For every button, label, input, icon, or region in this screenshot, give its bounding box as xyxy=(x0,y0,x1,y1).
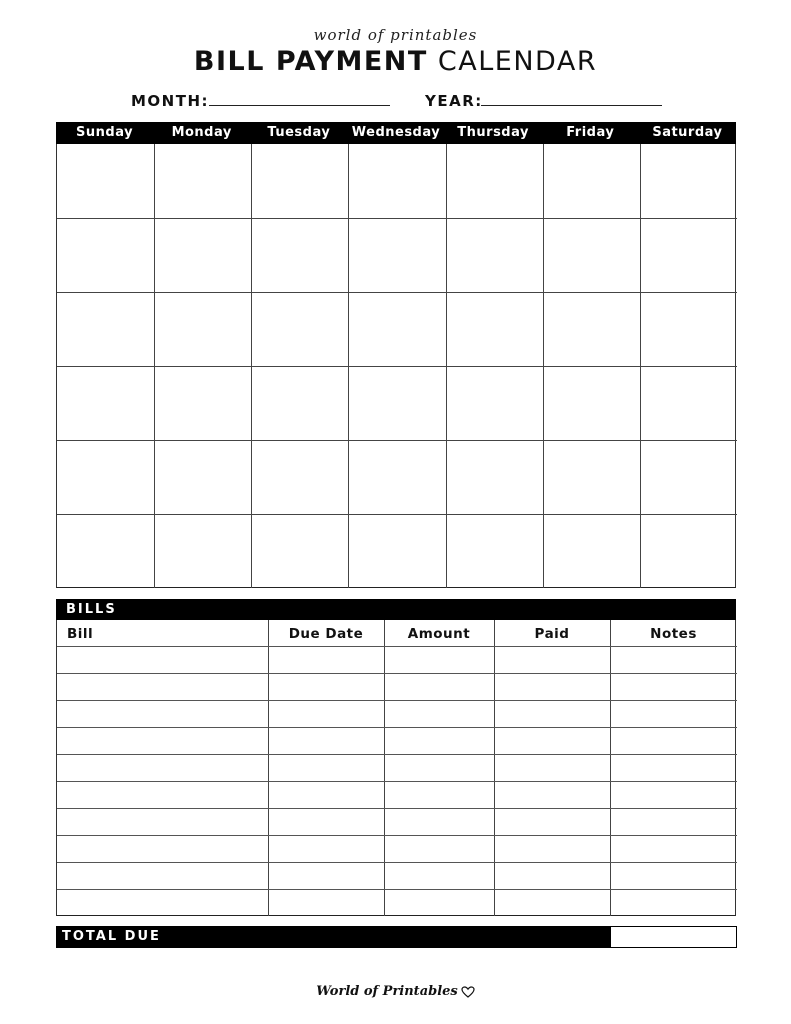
calendar-day-cell[interactable] xyxy=(348,514,445,588)
bills-cell[interactable] xyxy=(57,835,268,862)
bills-column-notes: Notes xyxy=(650,626,697,642)
calendar-day-cell[interactable] xyxy=(57,514,154,588)
bills-cell[interactable] xyxy=(268,673,384,700)
bills-cell[interactable] xyxy=(610,754,737,781)
calendar-day-cell[interactable] xyxy=(543,292,640,366)
calendar-day-cell[interactable] xyxy=(251,366,348,440)
day-header-saturday: Saturday xyxy=(652,125,723,140)
total-due-label: TOTAL DUE xyxy=(56,926,610,948)
calendar-day-cell[interactable] xyxy=(640,292,737,366)
calendar-day-cell[interactable] xyxy=(446,218,543,292)
title-light-part: CALENDAR xyxy=(437,46,598,77)
bills-cell[interactable] xyxy=(494,673,610,700)
calendar-day-cell[interactable] xyxy=(543,366,640,440)
calendar-day-cell[interactable] xyxy=(154,514,251,588)
calendar-day-cell[interactable] xyxy=(640,440,737,514)
title-bold-part: BILL PAYMENT xyxy=(193,46,428,77)
day-header-friday: Friday xyxy=(566,125,615,140)
bills-cell[interactable] xyxy=(268,727,384,754)
bills-cell[interactable] xyxy=(384,754,494,781)
bills-cell[interactable] xyxy=(57,754,268,781)
calendar-grid xyxy=(56,144,736,588)
bills-cell[interactable] xyxy=(57,781,268,808)
calendar-day-cell[interactable] xyxy=(348,292,445,366)
bills-cell[interactable] xyxy=(610,808,737,835)
bills-cell[interactable] xyxy=(268,754,384,781)
calendar-day-cell[interactable] xyxy=(543,440,640,514)
bills-cell[interactable] xyxy=(57,889,268,916)
calendar-day-cell[interactable] xyxy=(57,292,154,366)
calendar-day-cell[interactable] xyxy=(446,292,543,366)
bills-cell[interactable] xyxy=(268,700,384,727)
bills-cell[interactable] xyxy=(384,808,494,835)
calendar-day-cell[interactable] xyxy=(251,440,348,514)
calendar-day-cell[interactable] xyxy=(154,218,251,292)
year-label: YEAR: xyxy=(425,92,483,110)
bills-cell[interactable] xyxy=(494,754,610,781)
total-due-field[interactable] xyxy=(610,926,737,948)
calendar-day-cell[interactable] xyxy=(251,144,348,218)
bills-cell[interactable] xyxy=(384,862,494,889)
bills-cell[interactable] xyxy=(268,835,384,862)
calendar-day-cell[interactable] xyxy=(154,440,251,514)
calendar-day-header xyxy=(56,122,736,144)
bills-section-header: BILLS xyxy=(56,599,736,620)
bills-cell[interactable] xyxy=(384,727,494,754)
bills-cell[interactable] xyxy=(610,781,737,808)
bills-column-bill: Bill xyxy=(67,626,94,642)
bills-cell[interactable] xyxy=(494,646,610,673)
bills-cell[interactable] xyxy=(268,862,384,889)
calendar-day-cell[interactable] xyxy=(543,218,640,292)
bills-cell[interactable] xyxy=(268,808,384,835)
bills-cell[interactable] xyxy=(610,673,737,700)
calendar-day-cell[interactable] xyxy=(640,366,737,440)
calendar-day-cell[interactable] xyxy=(154,366,251,440)
bills-column-amount: Amount xyxy=(407,626,471,642)
bills-cell[interactable] xyxy=(610,700,737,727)
calendar-day-cell[interactable] xyxy=(446,440,543,514)
year-field[interactable] xyxy=(481,105,662,106)
calendar-day-cell[interactable] xyxy=(251,218,348,292)
bills-cell[interactable] xyxy=(494,889,610,916)
calendar-day-cell[interactable] xyxy=(251,292,348,366)
calendar-day-cell[interactable] xyxy=(446,514,543,588)
bills-cell[interactable] xyxy=(384,889,494,916)
calendar-day-cell[interactable] xyxy=(154,292,251,366)
day-header-wednesday: Wednesday xyxy=(351,125,441,140)
heart-icon xyxy=(461,986,475,998)
bills-cell[interactable] xyxy=(384,673,494,700)
calendar-day-cell[interactable] xyxy=(640,218,737,292)
bills-cell[interactable] xyxy=(610,862,737,889)
brand-script-top: world of printables xyxy=(313,26,478,44)
bills-cell[interactable] xyxy=(610,889,737,916)
bills-cell[interactable] xyxy=(268,646,384,673)
bills-table xyxy=(56,620,736,916)
calendar-day-cell[interactable] xyxy=(543,144,640,218)
calendar-day-cell[interactable] xyxy=(154,144,251,218)
month-label: MONTH: xyxy=(131,92,210,110)
calendar-day-cell[interactable] xyxy=(348,366,445,440)
bills-column-paid: Paid xyxy=(534,626,570,642)
calendar-day-cell[interactable] xyxy=(640,514,737,588)
bills-cell[interactable] xyxy=(610,646,737,673)
calendar-day-cell[interactable] xyxy=(446,366,543,440)
bills-column-due-date: Due Date xyxy=(288,626,364,642)
calendar-day-cell[interactable] xyxy=(446,144,543,218)
calendar-day-cell[interactable] xyxy=(57,144,154,218)
bills-cell[interactable] xyxy=(494,862,610,889)
calendar-day-cell[interactable] xyxy=(57,218,154,292)
bills-cell[interactable] xyxy=(57,862,268,889)
bills-cell[interactable] xyxy=(384,646,494,673)
calendar-day-cell[interactable] xyxy=(348,440,445,514)
footer-brand-text: World of Printables xyxy=(316,984,458,999)
bills-cell[interactable] xyxy=(384,835,494,862)
bills-cell[interactable] xyxy=(384,700,494,727)
bills-cell[interactable] xyxy=(268,781,384,808)
calendar-day-cell[interactable] xyxy=(348,144,445,218)
calendar-day-cell[interactable] xyxy=(57,440,154,514)
day-header-thursday: Thursday xyxy=(457,125,529,140)
bills-cell[interactable] xyxy=(268,889,384,916)
bills-cell[interactable] xyxy=(57,700,268,727)
bills-cell[interactable] xyxy=(57,808,268,835)
day-header-monday: Monday xyxy=(171,125,232,140)
bills-cell[interactable] xyxy=(494,727,610,754)
bills-cell[interactable] xyxy=(384,781,494,808)
bills-cell[interactable] xyxy=(494,700,610,727)
bills-cell[interactable] xyxy=(494,808,610,835)
bills-cell[interactable] xyxy=(57,727,268,754)
calendar-day-cell[interactable] xyxy=(640,144,737,218)
month-field[interactable] xyxy=(209,105,390,106)
bills-cell[interactable] xyxy=(57,673,268,700)
footer-brand xyxy=(0,984,791,999)
day-header-sunday: Sunday xyxy=(76,125,134,140)
calendar-day-cell[interactable] xyxy=(57,366,154,440)
bills-cell[interactable] xyxy=(494,781,610,808)
calendar-day-cell[interactable] xyxy=(543,514,640,588)
calendar-day-cell[interactable] xyxy=(251,514,348,588)
bills-cell[interactable] xyxy=(57,646,268,673)
calendar-day-cell[interactable] xyxy=(348,218,445,292)
bills-cell[interactable] xyxy=(610,835,737,862)
bills-cell[interactable] xyxy=(610,727,737,754)
page-title xyxy=(0,46,791,77)
day-header-tuesday: Tuesday xyxy=(267,125,331,140)
bills-cell[interactable] xyxy=(494,835,610,862)
